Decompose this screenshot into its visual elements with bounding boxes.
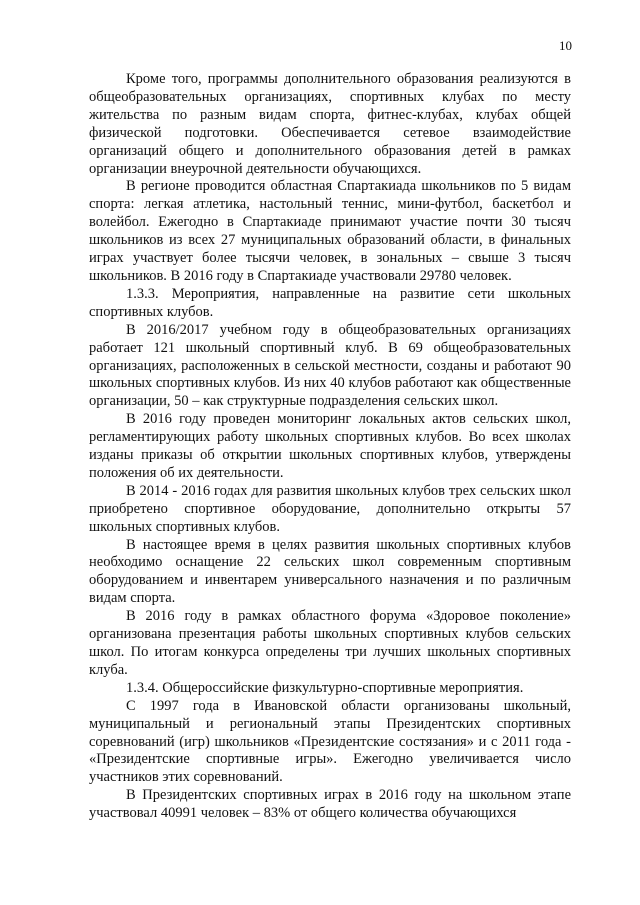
section-heading-1-3-4: 1.3.4. Общероссийские физкультурно-спортивные мероприятия. xyxy=(126,679,524,696)
paragraph-forum-presentation: В 2016 году в рамках областного форума «Здоровое поколение» организована презентация работы школьных спортивных клубов сельских школ. По итогам конкурса определены три лучших школьных спортивных клуба. xyxy=(89,608,571,678)
section-heading-1-3-3: 1.3.3. Мероприятия, направленные на развитие сети школьных спортивных клубов. xyxy=(89,285,571,320)
page-content xyxy=(89,71,571,823)
page-number: 10 xyxy=(559,38,572,53)
paragraph-presidential-games-2016: В Президентских спортивных играх в 2016 году на школьном этапе участвовал 40991 человек – 83% от общего количества обучающихся xyxy=(89,787,571,822)
paragraph-spartakiad: В регионе проводится областная Спартакиада школьников по 5 видам спорта: легкая атлетика, настольный теннис, мини-футбол, баскетбол и волейбол. Ежегодно в Спартакиаде принимают участие почти 30 тысяч школьников из всех 27 муниципальных образований области, в финальных играх участвует более тысячи человек, в зональных – свыше 3 тысяч школьников. В 2016 году в Спартакиаде участвовали 29780 человек. xyxy=(89,178,571,284)
paragraph-monitoring: В 2016 году проведен мониторинг локальных актов сельских школ, регламентирующих работу школьных спортивных клубов. Во всех школах изданы приказы об открытии школьных спортивных клубов, утверждены положения об их деятельности. xyxy=(89,411,571,481)
paragraph-school-clubs-count: В 2016/2017 учебном году в общеобразовательных организациях работает 121 школьный спортивный клуб. В 69 общеобразовательных организациях, расположенных в сельской местности, созданы и работают 90 школьных спортивных клубов. Из них 40 клубов работают как общественные организации, 50 – как структурные подразделения сельских школ. xyxy=(89,321,571,410)
paragraph-equipment-needs: В настоящее время в целях развития школьных спортивных клубов необходимо оснащение 22 сельских школ современным спортивным оборудованием и инвентарем универсального назначения и по различным видам спорта. xyxy=(89,536,571,607)
paragraph-additional-education: Кроме того, программы дополнительного образования реализуются в общеобразовательных организациях, спортивных клубах по месту жительства по разным видам спорта, фитнес-клубах, клубах общей физической подготовки. Обеспечивается сетевое взаимодействие организаций общего и дополнительного образования детей в рамках организации внеурочной деятельности обучающихся. xyxy=(89,71,571,177)
paragraph-presidential-competitions: С 1997 года в Ивановской области организованы школьный, муниципальный и региональный этапы Президентских спортивных соревнований (игр) школьников «Президентские состязания» и с 2011 года - «Президентские спортивные игры». Ежегодно увеличивается число участников этих соревнований. xyxy=(89,697,571,786)
paragraph-equipment-2014-2016: В 2014 - 2016 годах для развития школьных клубов трех сельских школ приобретено спортивное оборудование, дополнительно открыты 57 школьных спортивных клубов. xyxy=(89,482,571,535)
